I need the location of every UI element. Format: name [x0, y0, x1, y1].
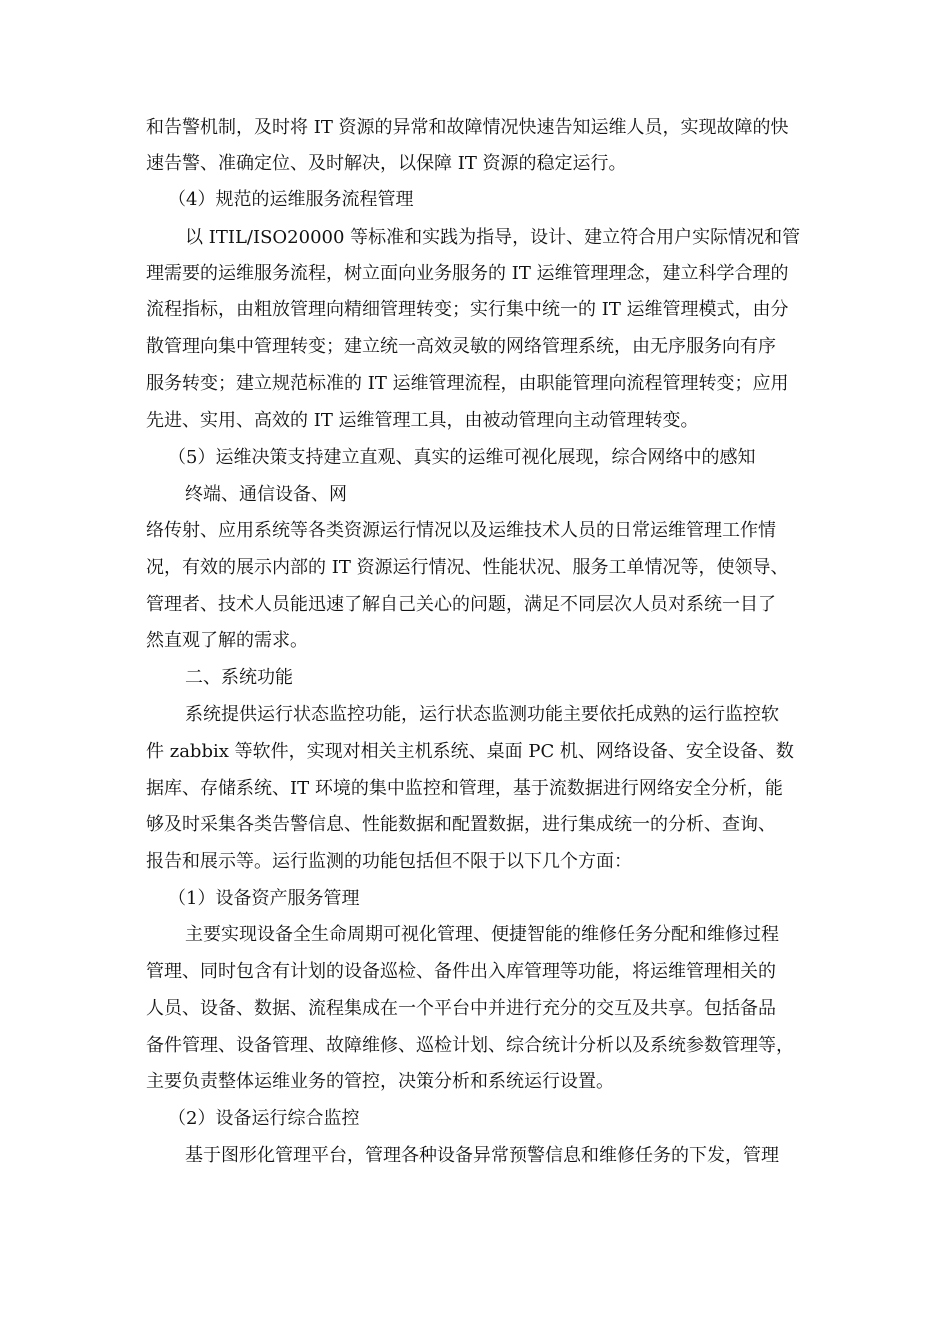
paragraph-line: 散管理向集中管理转变；建立统一高效灵敏的网络管理系统，由无序服务向有序: [146, 336, 776, 357]
paragraph-line: 先进、实用、高效的 IT 运维管理工具，由被动管理向主动管理转变。: [146, 410, 699, 431]
paragraph-line: 系统提供运行状态监控功能，运行状态监测功能主要依托成熟的运行监控软: [185, 704, 779, 725]
paragraph-line: 况，有效的展示内部的 IT 资源运行情况、性能状况、服务工单情况等，使领导、: [146, 557, 789, 578]
paragraph-line: 据库、存储系统、IT 环境的集中监控和管理，基于流数据进行网络安全分析，能: [146, 778, 783, 799]
paragraph-line: 管理、同时包含有计划的设备巡检、备件出入库管理等功能，将运维管理相关的: [146, 961, 776, 982]
paragraph-line: 人员、设备、数据、流程集成在一个平台中并进行充分的交互及共享。包括备品: [146, 998, 776, 1019]
section-heading-4: （4）规范的运维服务流程管理: [168, 189, 414, 210]
section-heading-2: （2）设备运行综合监控: [168, 1108, 360, 1129]
paragraph-line: 然直观了解的需求。: [146, 630, 308, 651]
paragraph-line: 主要实现设备全生命周期可视化管理、便捷智能的维修任务分配和维修过程: [185, 924, 779, 945]
paragraph-line: 备件管理、设备管理、故障维修、巡检计划、综合统计分析以及系统参数管理等，: [146, 1035, 794, 1056]
paragraph-line: 流程指标，由粗放管理向精细管理转变；实行集中统一的 IT 运维管理模式，由分: [146, 299, 789, 320]
paragraph-line: 件 zabbix 等软件，实现对相关主机系统、桌面 PC 机、网络设备、安全设备、数: [146, 741, 794, 762]
paragraph-line: 够及时采集各类告警信息、性能数据和配置数据，进行集成统一的分析、查询、: [146, 814, 776, 835]
chapter-heading: 二、系统功能: [185, 667, 293, 688]
section-heading-5: （5）运维决策支持建立直观、真实的运维可视化展现，综合网络中的感知: [168, 447, 756, 468]
section-heading-1: （1）设备资产服务管理: [168, 888, 360, 909]
paragraph-line: 主要负责整体运维业务的管控，决策分析和系统运行设置。: [146, 1071, 614, 1092]
paragraph-line: 报告和展示等。运行监测的功能包括但不限于以下几个方面：: [146, 851, 632, 872]
paragraph-line: 和告警机制，及时将 IT 资源的异常和故障情况快速告知运维人员，实现故障的快: [146, 117, 789, 138]
paragraph-line: 以 ITIL/ISO20000 等标准和实践为指导，设计、建立符合用户实际情况和管: [185, 227, 801, 248]
paragraph-line: 终端、通信设备、网: [185, 484, 347, 505]
paragraph-line: 理需要的运维服务流程，树立面向业务服务的 IT 运维管理理念，建立科学合理的: [146, 263, 789, 284]
paragraph-line: 管理者、技术人员能迅速了解自己关心的问题，满足不同层次人员对系统一目了: [146, 594, 776, 615]
paragraph-line: 络传射、应用系统等各类资源运行情况以及运维技术人员的日常运维管理工作情: [146, 520, 776, 541]
paragraph-line: 服务转变；建立规范标准的 IT 运维管理流程，由职能管理向流程管理转变；应用: [146, 373, 789, 394]
paragraph-line: 速告警、准确定位、及时解决，以保障 IT 资源的稳定运行。: [146, 153, 627, 174]
paragraph-line: 基于图形化管理平台，管理各种设备异常预警信息和维修任务的下发，管理: [185, 1145, 779, 1166]
